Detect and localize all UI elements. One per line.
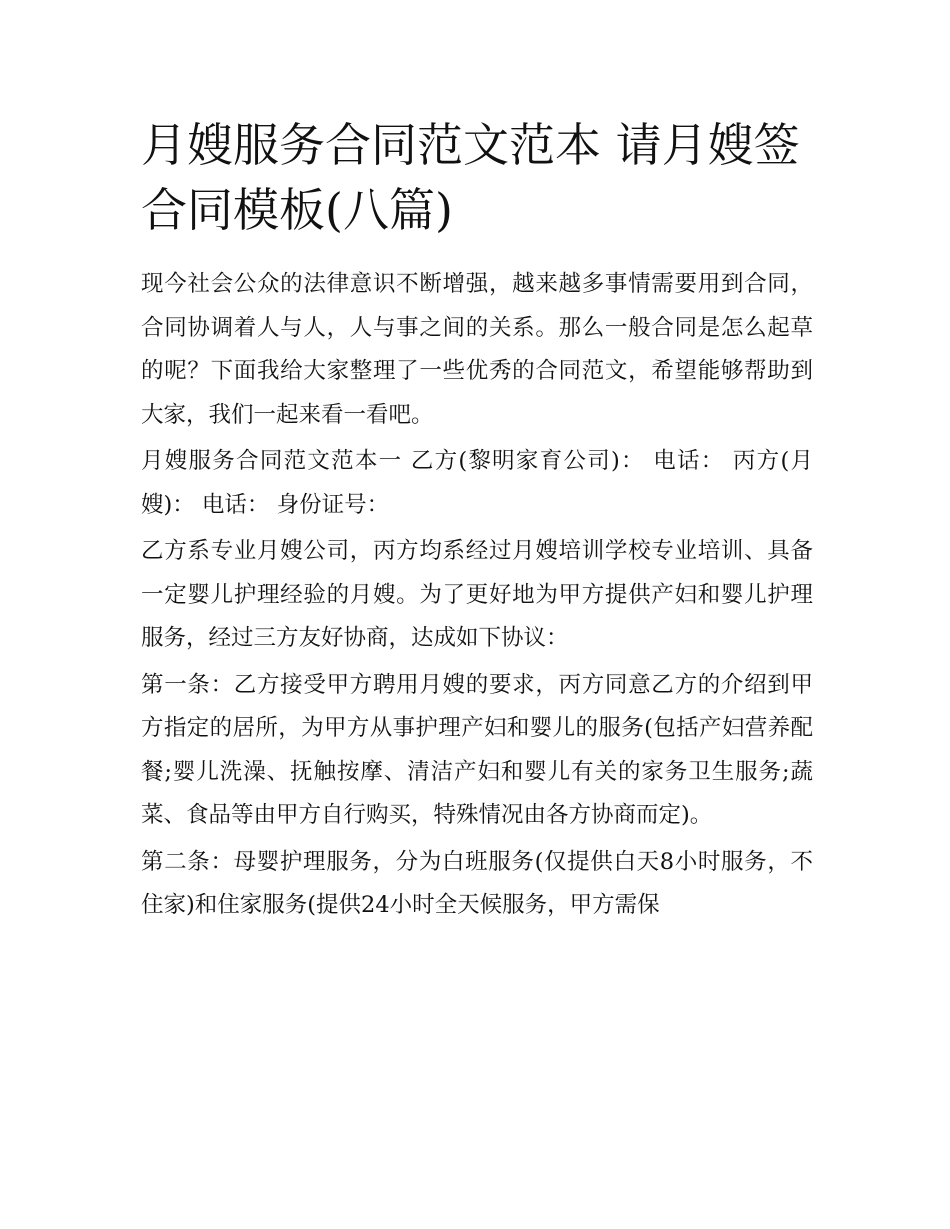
paragraph-intro: 现今社会公众的法律意识不断增强，越来越多事情需要用到合同，合同协调着人与人，人与事之间的关系。那么一般合同是怎么起草的呢？下面我给大家整理了一些优秀的合同范文，希望能够帮助到大家，我们一起来看一看吧。 (141, 271, 813, 428)
paragraph-preamble: 乙方系专业月嫂公司，丙方均系经过月嫂培训学校专业培训、具备一定婴儿护理经验的月嫂。为了更好地为甲方提供产妇和婴儿护理服务，经过三方友好协商，达成如下协议： (141, 538, 813, 651)
document-body (141, 263, 813, 928)
paragraph-article-1: 第一条：乙方接受甲方聘用月嫂的要求，丙方同意乙方的介绍到甲方指定的居所，为甲方从事护理产妇和婴儿的服务(包括产妇营养配餐;婴儿洗澡、抚触按摩、清洁产妇和婴儿有关的家务卫生服务;蔬菜、食品等由甲方自行购买，特殊情况由各方协商而定)。 (141, 671, 813, 828)
paragraph-parties: 月嫂服务合同范文范本一 乙方(黎明家育公司)： 电话： 丙方(月嫂)： 电话： 身份证号： (141, 448, 813, 518)
document-content (141, 113, 813, 931)
paragraph-article-2: 第二条：母婴护理服务，分为白班服务(仅提供白天8小时服务，不住家)和住家服务(提供24小时全天候服务，甲方需保 (141, 848, 813, 918)
document-title: 月嫂服务合同范文范本 请月嫂签合同模板(八篇) (141, 118, 800, 237)
